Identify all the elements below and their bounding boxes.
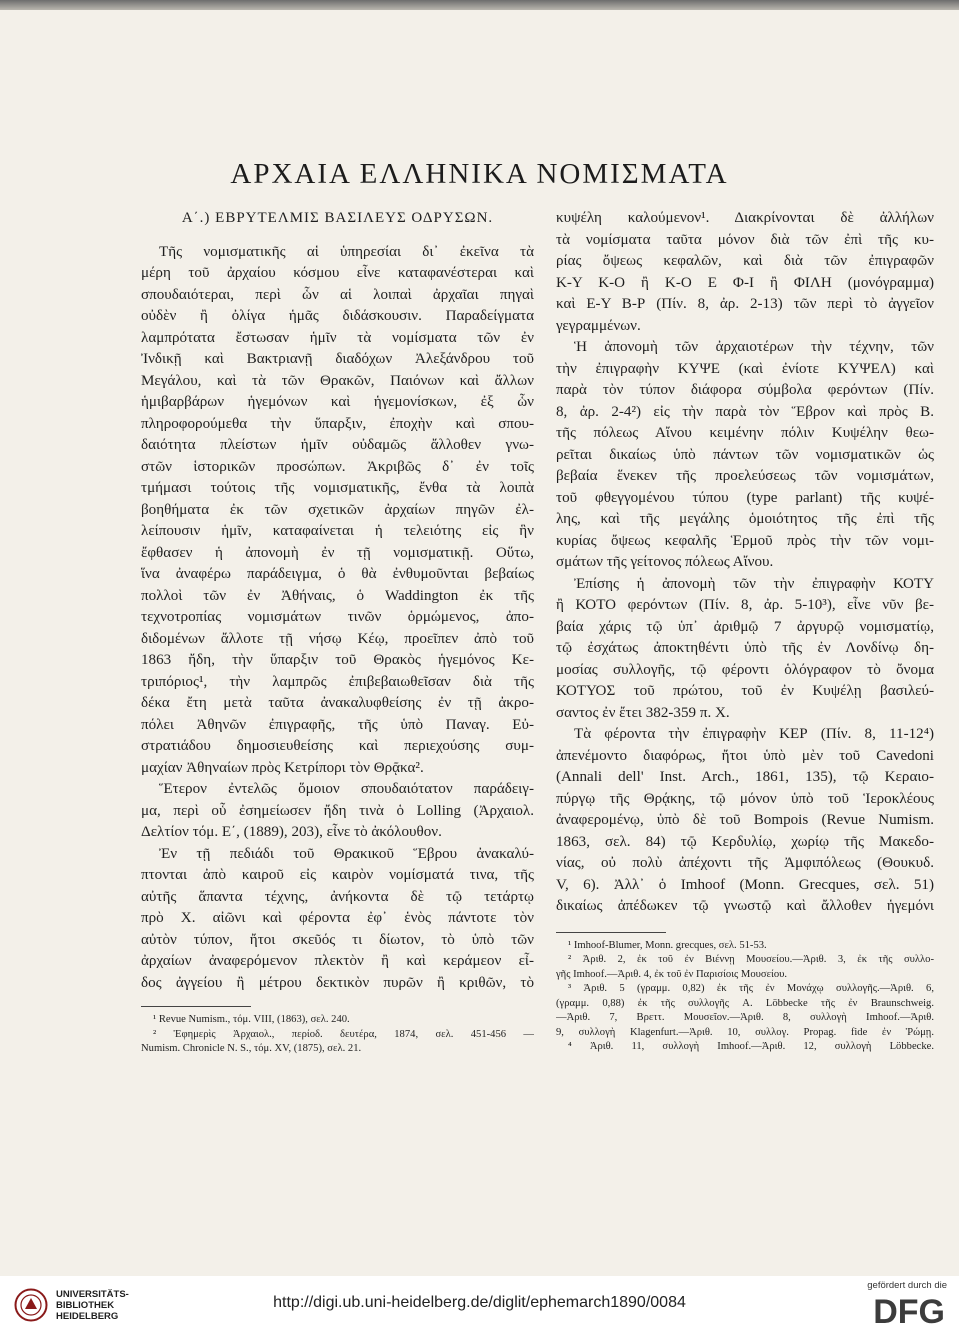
text-line: παρὰ τὸν τύπον διάφορα σύμβολα φερόντων (Πίν. xyxy=(556,382,934,398)
text-line: Δελτίον τόμ. Ε΄, (1889), 203), εἶνε τὸ ἀκόλουθον. xyxy=(141,824,442,840)
text-line: Ἐν τῇ πεδιάδι τοῦ Θρακικοῦ Ἕβρου ἀνακαλύ- xyxy=(159,845,534,862)
text-line: κυρίας ὄψεως κεφαλῆς Ἑρμοῦ πρὸς τὴν τῶν νομι- xyxy=(556,532,934,549)
library-name-line: BIBLIOTHEK xyxy=(56,1299,115,1311)
text-line: νίας, οὐ πολὺ ἀπέχοντι τῆς Ἀμφιπόλεως (Θουκυδ. xyxy=(556,855,934,871)
text-line: βοηθήματα ἐκ τῶν σχετικῶν ἀρχαίων πηγῶν ἐλ- xyxy=(141,501,534,518)
page-title: ΑΡΧΑΙΑ ΕΛΛΗΝΙΚΑ ΝΟΜΙΣΜΑΤΑ xyxy=(230,158,729,190)
text-line: πόλει Ἀθηνῶν ἐπιγραφῆς, τῆς ὑπὸ Παναγ. Εὐ- xyxy=(141,716,534,733)
footnote-line: ⁴ Ἀριθ. 11, συλλογὴ Imhoof.—Ἀριθ. 12, συλλογὴ Löbbecke. xyxy=(568,1041,934,1052)
text-line: διδομένων ἄλλοτε τῇ νήσῳ Κέῳ, προεῖπεν ἀπὸ τοῦ xyxy=(141,630,534,647)
text-line: ἢ ΚΟΤΟ φερόντων (Πίν. 8, ἀρ. 5-10³), εἶνε νῦν βε- xyxy=(556,597,934,613)
text-line: σπουδαιότεραι, περὶ ὧν αἱ λοιπαὶ ἀρχαῖαι πηγαὶ xyxy=(141,286,534,303)
text-line: γεγραμμένων. xyxy=(556,317,641,334)
right-footnotes xyxy=(556,939,934,1055)
text-line: 8, ἀρ. 2-4²) εἰς τὴν παρὰ τὸν Ἕβρον καὶ πρὸς Β. xyxy=(556,403,934,420)
text-line: τῆς πόλεως Αἴνου κειμένην πόλιν Κυψέλην θεω- xyxy=(556,425,934,441)
text-line: ρεῖται δικαίως ὑπὸ πάντων τῶν νομισματικῶν ὡς xyxy=(556,446,934,463)
text-line: στρατιάδου δημοσιευθείσης καὶ περιεχούσης συμ- xyxy=(141,738,534,754)
text-line: σαντος ἐν ἔτει 382-359 π. Χ. xyxy=(556,704,730,721)
text-line: (Annali dell' Inst. Arch., 1861, 135), τῷ Κεραιο- xyxy=(556,769,934,785)
footnote-rule xyxy=(556,932,666,933)
footnote-line: 9, συλλογὴ Klagenfurt.—Ἀριθ. 10, συλλογ. Propag. fide ἐν Ῥώμῃ. xyxy=(556,1026,934,1038)
text-line: λαμπρότατα ἔστωσαν ἡμῖν τὰ νομίσματα τῶν ἐν xyxy=(141,329,534,346)
text-line: ρίας ὄψεως κεφαλῶν, καὶ διὰ τῶν ἐπιγραφῶν xyxy=(556,253,934,269)
text-line: Ἐπίσης ἡ ἀπονομὴ τῶν τὴν ἐπιγραφὴν ΚΟΤΥ xyxy=(574,575,934,592)
text-line: ΚΟΤΥΟΣ τοῦ πρώτου, τοῦ ἐν Κυψέλῃ βασιλεύ- xyxy=(556,683,934,699)
text-line: Ἡ ἀπονομὴ τῶν ἀρχαιοτέρων τὴν τέχνην, τῶν xyxy=(574,339,934,355)
text-line: τῷ ἐσχάτως ἀποκτηθέντι ὑπὸ τῆς ἐν Λονδίνῳ δη- xyxy=(556,640,934,656)
text-line: αὐτὸν τύπον, ἤτοι σκεῦός τι δίωτον, τὸ ὑπὸ τῶν xyxy=(141,931,534,948)
text-line: τμήμασι τούτοις τῆς νομισματικῆς, ἔνθα τὰ λοιπὰ xyxy=(141,480,534,496)
text-line: μοσίας συλλογῆς, τῷ φέροντι ὁλόγραφον τὸ ὄνομα xyxy=(556,661,934,678)
text-line: βαία χάρις τῷ ὑπ᾽ ἀριθμῷ 7 ἀργυρῷ νομισματίῳ, xyxy=(556,618,934,635)
dfg-logo-icon xyxy=(839,1293,947,1327)
dfg-logo-text: DFG xyxy=(873,1293,945,1327)
funded-by-note: gefördert durch die xyxy=(867,1280,947,1291)
text-line: V, 6). Ἀλλ᾽ ὁ Imhoof (Monn. Grecques, σελ. 51) xyxy=(556,876,934,893)
text-line: ἡμιβαρβάρων ἡγεμόνων καὶ ἡγεμονίσκων, ἐξ ὧν xyxy=(141,394,534,410)
footnote-line: —Ἀριθ. 7, Βρεττ. Μουσεῖον.—Ἀριθ. 8, συλλογὴ Imhoof.—Ἀριθ. xyxy=(556,1012,934,1023)
footnote-rule xyxy=(141,1006,251,1007)
text-line: ἀναφερομένῳ, ὑπὸ δὲ τοῦ Bompois (Revue Numism. xyxy=(556,812,934,828)
text-line: οὐδὲν ἢ ὀλίγα ἡμᾶς διδάσκουσιν. Παραδείγματα xyxy=(141,308,534,324)
library-name-line: UNIVERSITÄTS- xyxy=(56,1288,129,1300)
page-edge xyxy=(0,0,959,10)
text-line: 1863 ἤδη, τὴν ὕπαρξιν τοῦ Θρακὸς ἡγεμόνος Κε- xyxy=(141,652,534,668)
text-line: πτονται ἀπὸ καιροῦ εἰς καιρὸν νομίσματά τινα, τῆς xyxy=(141,867,534,883)
text-line: πύργῳ τῆς Θρᾴκης, τῷ μόνον ὑπὸ τοῦ Ἱεροκλέους xyxy=(556,790,934,807)
text-line: αὐτῆς ἅπαντα τέχνης, ἀνήκοντα δὲ τῷ τετάρτῳ xyxy=(141,888,534,905)
left-column xyxy=(141,208,534,1057)
text-line: 1863, σελ. 84) τῷ Κερδυλίῳ, χωρίῳ τῆς Μακεδο- xyxy=(556,833,934,850)
text-line: μέρη τοῦ ἀρχαίου κόσμου εἶνε καταφανέστεραι καὶ xyxy=(141,265,534,281)
text-line: μαχίαν Ἀθηναίων πρὸς Κετρίπορι τὸν Θρᾷκα². xyxy=(141,759,424,776)
text-line: τεχνοτροπίας νομισμάτων τινῶν ὁρμώμενος, ἀπο- xyxy=(141,609,534,625)
text-line: δικαίως ἀπέδωκεν τῷ γνωστῷ καὶ ἄλλοθεν ἡγεμόνι xyxy=(556,898,934,914)
text-line: τοῦ φθεγγομένου τύπου (type parlant) τῆς κυψέ- xyxy=(556,489,934,506)
text-line: ἀρχαίων ἀναφερόμενον πλεκτὸν ἢ καὶ κεράμεον εἶ- xyxy=(141,953,534,969)
text-line: πολλοὶ τῶν ἐν Ἀθήναις, ὁ Waddington ἐκ τῆς xyxy=(141,587,534,604)
section-heading: Α΄.) ΕΒΡΥΤΕΛΜΙΣ ΒΑΣΙΛΕΥΣ ΟΔΡΥΣΩΝ. xyxy=(181,210,494,226)
footnote-line: ¹ Imhoof-Blumer, Monn. grecques, σελ. 51-53. xyxy=(568,939,767,951)
text-line: λείπουσιν ἡμῖν, καταφαίνεται ἡ τελειότης εἰς ἣν xyxy=(141,523,534,539)
viewer-footer xyxy=(0,1276,959,1338)
footnote-line: (γραμμ. 0,88) ἐκ τῆς συλλογῆς A. Löbbecke τῆς ἐν Braunschweig. xyxy=(556,997,934,1009)
text-line: στῶν ἱστορικῶν προσώπων. Ἀκριβῶς δ᾽ ἐν τοῖς xyxy=(141,458,534,475)
right-column xyxy=(556,208,934,1055)
right-column-body xyxy=(556,208,934,918)
text-line: καὶ Ε-Υ Β-Ρ (Πίν. 8, ἀρ. 2-13) τῶν περὶ τὸ ἀγγεῖον xyxy=(556,296,934,312)
left-footnotes xyxy=(141,1013,534,1057)
left-column-body xyxy=(141,242,534,995)
text-line: Μεγάλου, καὶ τὰ τῶν Θρακῶν, Παιόνων καὶ ἄλλων xyxy=(141,372,534,389)
text-line: Ἰνδικῇ καὶ Βακτριανῇ διαδόχων Ἀλεξάνδρου τοῦ xyxy=(141,351,534,367)
text-line: Τὰ φέροντα τὴν ἐπιγραφὴν ΚΕΡ (Πίν. 8, 11-12⁴) xyxy=(574,726,934,742)
text-line: πρὸ Χ. αἰῶνι καὶ φέροντα ἐφ᾽ ἑνὸς πάντοτε τὸν xyxy=(141,910,534,926)
text-line: Τῆς νομισματικῆς αἱ ὑπηρεσίαι δι᾽ ἐκεῖνα τὰ xyxy=(159,243,534,260)
dfg-logo[interactable] xyxy=(839,1280,947,1332)
library-name-line: HEIDELBERG xyxy=(56,1310,119,1322)
text-line: Κ-Υ Κ-Ο ἢ Κ-Ο Ε Φ-Ι ἢ ΦΙΛΗ (μονόγραμμα) xyxy=(556,274,934,291)
text-line: τριπόριος¹, τὴν λαμπρῶς ἐπιβεβαιωθεῖσαν διὰ τῆς xyxy=(141,673,534,690)
text-line: βεβαία ἕνεκεν τῆς προελεύσεως τῶν νομισμάτων, xyxy=(556,468,934,484)
text-line: ἵνα ἀναφέρω παράδειγμα, ὁ θὰ ἐνθυμοῦνται βεβαίως xyxy=(141,566,534,582)
text-line: ἀπενέμοντο διαφόρως, ἤτοι ὑπὸ μὲν τοῦ Cavedoni xyxy=(556,747,934,764)
footnote-line: ¹ Revue Numism., τόμ. VIII, (1863), σελ. 240. xyxy=(153,1014,350,1025)
text-line: πληροφορούμεθα τὴν ὕπαρξιν, ἐποχὴν καὶ σπου- xyxy=(141,415,534,432)
text-line: λης, καὶ τῆς μεγάλης ὁμοιότητος τῆς ἐπὶ τῆς xyxy=(556,511,934,527)
text-line: Ἕτερον ἐντελῶς ὅμοιον σπουδαιότατον παράδειγ- xyxy=(159,781,534,797)
footnote-line: ² Ἀριθ. 2, ἐκ τοῦ ἐν Βιέννῃ Μουσείου.—Ἀριθ. 3, ἐκ τῆς συλλο- xyxy=(568,954,934,965)
text-line: δος ἀγγείου ἢ μέτρου δεκτικὸν πυρῶν ἢ κριθῶν, τὸ xyxy=(141,974,534,991)
footnote-line: Numism. Chronicle N. S., τόμ. XV, (1875), σελ. 21. xyxy=(141,1043,362,1054)
footnote-line: γῆς Imhoof.—Ἀριθ. 4, ἐκ τοῦ ἐν Παρισίοις Μουσείου. xyxy=(556,968,788,980)
text-line: δέκα ἔτη μετὰ ταῦτα ἀνακαλυφθείσης ἐν τῇ ἀκρο- xyxy=(141,695,534,711)
text-line: κυψέλη καλούμενον¹. Διακρίνονται δὲ ἀλλήλων xyxy=(556,210,934,226)
footnote-line: ³ Ἀριθ. 5 (γραμμ. 0,82) ἐκ τῆς ἐν Μονάχῳ συλλογῆς.—Ἀριθ. 6, xyxy=(568,983,934,994)
footnote-line: ² Ἐφημερὶς Ἀρχαιολ., περίοδ. δευτέρα, 1874, σελ. 451-456 — xyxy=(153,1028,534,1040)
text-line: τὴν ἐπιγραφὴν ΚΥΨΕ (καὶ ἐνίοτε ΚΥΨΕΛ) καὶ xyxy=(556,360,934,377)
text-line: ἔφθασεν ἡ ἀπονομὴ ἐν τῇ νομισματικῇ. Οὕτω, xyxy=(141,544,534,561)
text-line: τὰ νομίσματα ταῦτα μόνον διὰ τῶν ἐπὶ τῆς κυ- xyxy=(556,231,934,248)
source-url-link[interactable]: http://digi.ub.uni-heidelberg.de/diglit/ephemarch1890/0084 xyxy=(273,1294,686,1311)
text-line: σμάτων τῆς γείτονος πόλεως Αἴνου. xyxy=(556,554,774,570)
text-line: δαιότητα πλείστων ἡμῖν οὐδαμῶς ἄλλοθεν γνω- xyxy=(141,437,534,453)
text-line: μα, περὶ οὗ ἐσημείωσεν ἤδη τινὰ ὁ Lolling (Ἀρχαιολ. xyxy=(141,802,534,819)
